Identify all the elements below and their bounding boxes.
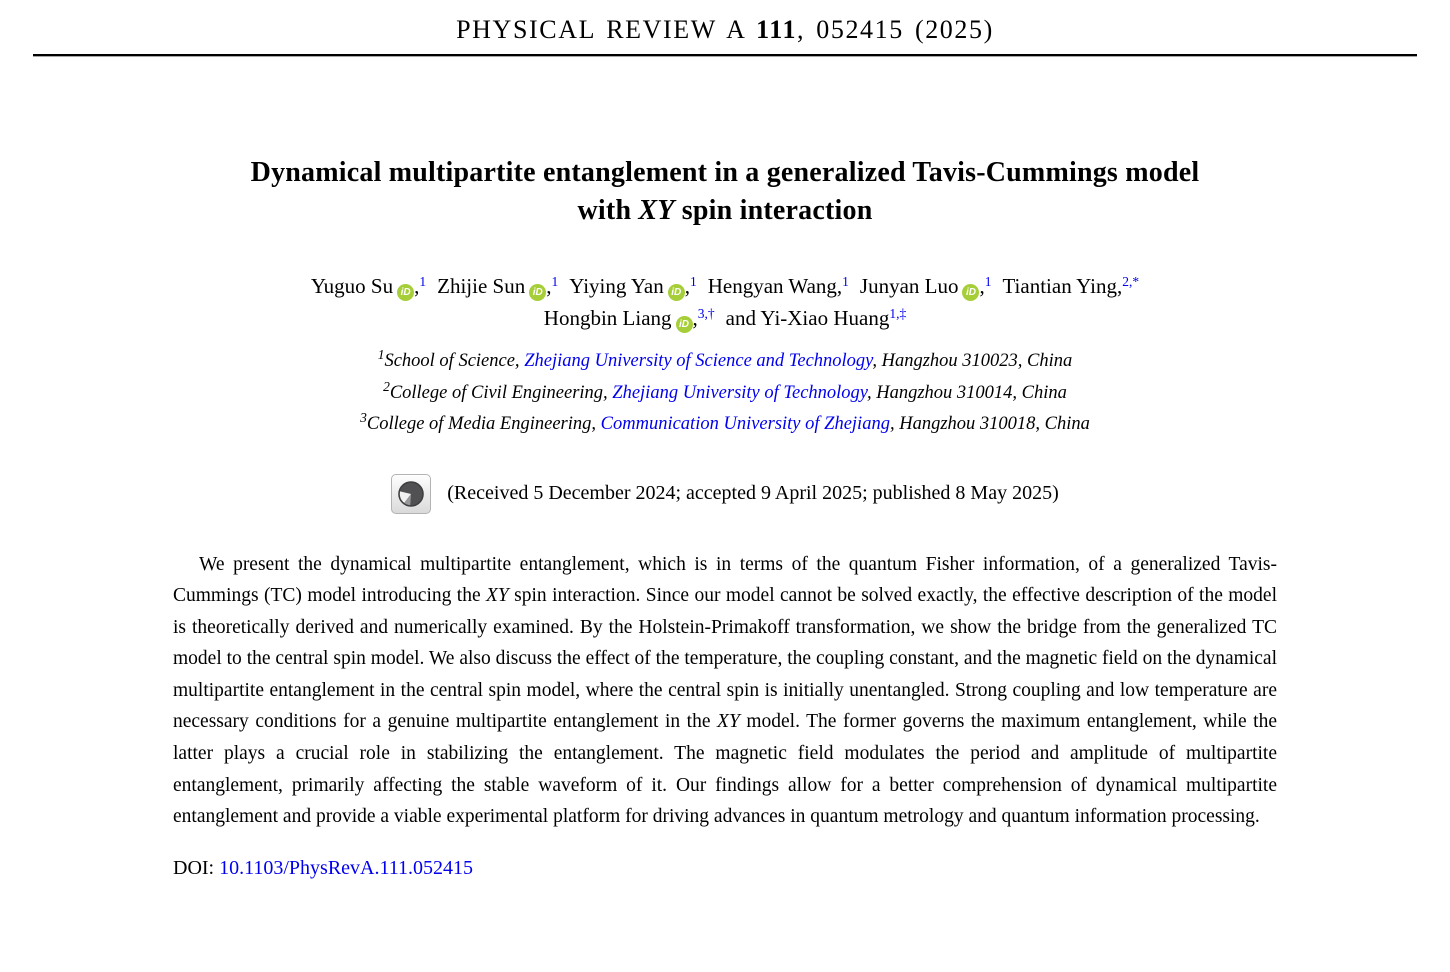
doi-label: DOI:: [173, 856, 220, 879]
affiliation-number: 1: [377, 347, 385, 362]
author-name: Yiying Yan: [569, 274, 664, 298]
doi-line: [173, 857, 1277, 880]
author-name: Junyan Luo: [859, 274, 959, 298]
author-footnote-link[interactable]: 3,†: [697, 306, 715, 321]
author: Hongbin Liang iD ,$^{3,\dagger}$: [544, 306, 715, 330]
article-front-matter: [173, 154, 1277, 880]
author-name: Hengyan Wang: [707, 274, 837, 298]
header-divider: [33, 54, 1417, 56]
author-name: Yuguo Su: [310, 274, 394, 298]
affiliation: $^1$School of Science, Zhejiang University of Science and Technology, Hangzhou 310023, China: [377, 347, 1073, 371]
journal-masthead: [0, 0, 1450, 45]
author-line-1: [173, 270, 1277, 302]
received-dates: (Received 5 December 2024; accepted 9 April 2025; published 8 May 2025): [447, 482, 1059, 504]
author-name: Tiantian Ying: [1002, 274, 1118, 298]
journal-name: PHYSICAL REVIEW A: [456, 15, 757, 44]
author-name: and Yi-Xiao Huang: [725, 306, 890, 330]
received-row: [173, 474, 1277, 514]
author-affiliation-link[interactable]: 1: [419, 274, 427, 289]
author-list: [173, 270, 1277, 334]
orcid-icon[interactable]: iD: [962, 284, 979, 301]
orcid-icon[interactable]: iD: [529, 284, 546, 301]
affiliation-university-link[interactable]: Zhejiang University of Science and Technology: [524, 351, 873, 371]
author: Tiantian Ying,$^{2,*}$: [1002, 274, 1140, 298]
author-name: Zhijie Sun: [437, 274, 526, 298]
doi-link[interactable]: 10.1103/PhysRevA.111.052415: [219, 856, 474, 879]
affiliation: $^2$College of Civil Engineering, Zhejiang University of Technology, Hangzhou 310014, China: [383, 378, 1067, 403]
page-header: [0, 0, 1450, 56]
author: Yiying Yan iD ,$^1$: [569, 274, 697, 298]
affiliation-number: 2: [383, 378, 390, 394]
journal-volume: 111: [756, 15, 798, 44]
crossmark-button[interactable]: [391, 474, 431, 514]
affiliation-university-link[interactable]: Communication University of Zhejiang: [600, 414, 890, 434]
author: Junyan Luo iD ,$^1$: [860, 274, 992, 298]
crossmark-icon: [397, 480, 425, 508]
author-name: Hongbin Liang: [543, 306, 672, 330]
abstract: We present the dynamical multipartite entanglement, which is in terms of the quantum Fisher information, of a generalized Tavis-Cummings (TC) model introducing the XY spin interaction. Since our model cannot be solved exactly, the effective description of the model is theoretically derived and numerically examined. By the Holstein-Primakoff transformation, we show the bridge from the generalized TC model to the central spin model. We also discuss the effect of the temperature, the coupling constant, and the magnetic field on the dynamical multipartite entanglement in the central spin model, where the central spin is initially unentangled. Strong coupling and low temperature are necessary conditions for a genuine multipartite entanglement in the XY model. The former governs the maximum entanglement, while the latter plays a crucial role in stabilizing the entanglement. The magnetic field modulates the period and amplitude of multipartite entanglement, primarily affecting the stable waveform of it. Our findings allow for a better comprehension of dynamical multipartite entanglement and provide a viable experimental platform for driving advances in quantum metrology and quantum information processing.: [173, 553, 1277, 828]
affiliation: $^3$College of Media Engineering, Communication University of Zhejiang, Hangzhou 310018, China: [360, 410, 1090, 434]
title-line-1: Dynamical multipartite entanglement in a generalized Tavis-Cummings model: [250, 157, 1200, 188]
author-affiliation-link[interactable]: 1: [842, 274, 849, 289]
author: [726, 306, 907, 330]
author: Zhijie Sun iD ,$^1$: [437, 274, 558, 298]
author-line-2: [173, 302, 1277, 334]
title-line-2: with XY spin interaction: [577, 195, 873, 226]
author-footnote-link[interactable]: 1,‡: [889, 306, 907, 321]
journal-article-number: , 052415 (2025): [797, 15, 994, 44]
paper-title: [173, 154, 1277, 230]
orcid-icon[interactable]: iD: [668, 284, 685, 301]
author: Hengyan Wang,$^1$: [707, 274, 849, 298]
affiliation-number: 3: [360, 410, 367, 425]
orcid-icon[interactable]: iD: [397, 284, 414, 301]
orcid-icon[interactable]: iD: [676, 316, 693, 333]
author-affiliation-link[interactable]: 1: [690, 274, 697, 289]
author-footnote-link[interactable]: 2,*: [1122, 274, 1140, 289]
author-affiliation-link[interactable]: 1: [551, 274, 559, 289]
author-affiliation-link[interactable]: 1: [984, 274, 992, 289]
affiliation-list: [173, 346, 1277, 441]
affiliation-university-link[interactable]: Zhejiang University of Technology: [612, 382, 867, 403]
author: Yuguo Su iD ,$^1$: [311, 274, 426, 298]
